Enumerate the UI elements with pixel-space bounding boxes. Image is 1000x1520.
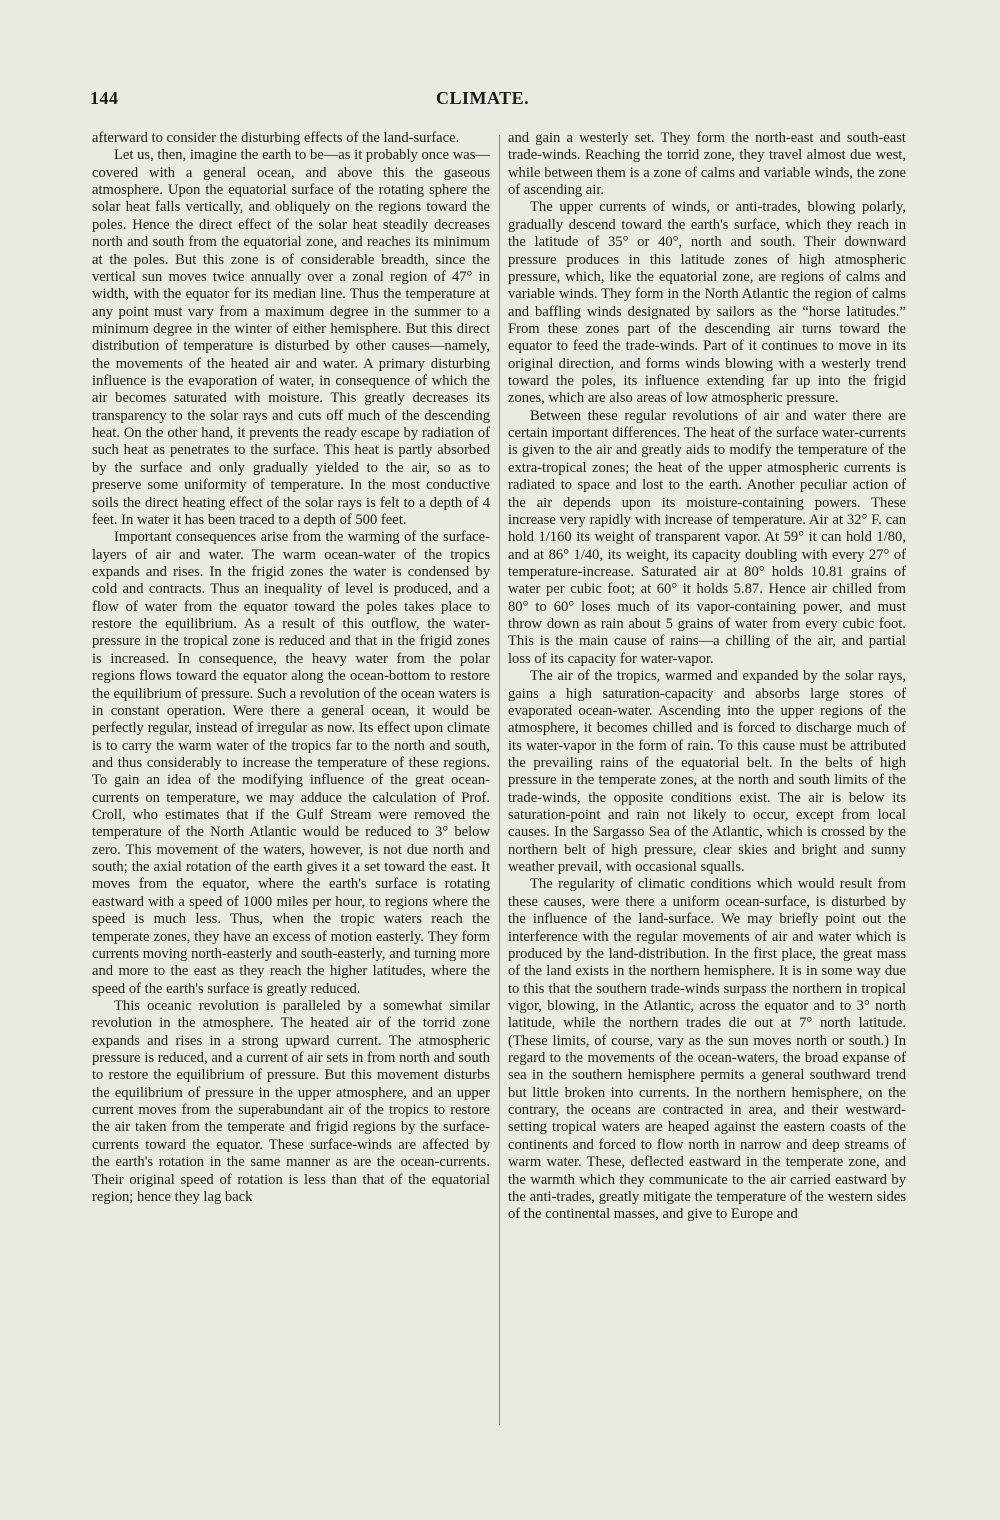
paragraph: The air of the tropics, warmed and expanded by the solar rays, gains a high saturation-capacity and absorbs large stores of evaporated ocean-water. Ascending into the upper regions of the atmosphere, it becomes chilled and is forced to discharge much of its water-vapor in the form of rain. To this cause must be attributed the prevailing rains of the equatorial belt. In the belts of high pressure in the temperate zones, at the north and south limits of the trade-winds, the opposite conditions exist. The air is below its saturation-point and rain not likely to occur, except from local causes. In the Sargasso Sea of the Atlantic, which is crossed by the northern belt of high pressure, clear skies and bright and sunny weather prevail, with occasional squalls.	[508, 668, 906, 876]
right-column	[508, 130, 906, 1224]
paragraph: This oceanic revolution is paralleled by a somewhat similar revolution in the atmosphere. The heated air of the torrid zone expands and rises in a strong upward current. The atmospheric pressure is reduced, and a current of air sets in from north and south to restore the equilibrium of pressure. But this movement disturbs the equilibrium of pressure in the upper atmosphere, and an upper current moves from the superabundant air of the tropics to restore the air taken from the temperate and frigid regions by the surface-currents toward the equator. These surface-winds are affected by the earth's rotation in the same manner as are the ocean-currents. Their original speed of rotation is less than that of the equatorial region; hence they lag back	[92, 997, 490, 1205]
paragraph: Let us, then, imagine the earth to be—as it probably once was—covered with a general ocean, and above this the gaseous atmosphere. Upon the equatorial surface of the rotating sphere the solar heat falls vertically, and obliquely on the regions toward the poles. Hence the direct effect of the solar heat steadily decreases north and south from the equatorial zone, and reaches its minimum at the poles. But this zone is of considerable breadth, since the vertical sun moves twice annually over a zonal region of 47° in width, with the equator for its median line. Thus the temperature at any point must vary from a maximum degree in the summer to a minimum degree in the winter of either hemisphere. But this direct distribution of temperature is disturbed by other causes—namely, the movements of the heated air and water. A primary disturbing influence is the evaporation of water, in consequence of which the air becomes saturated with moisture. This greatly decreases its transparency to the solar rays and cuts off much of the descending heat. On the other hand, it prevents the ready escape by radiation of such heat as penetrates to the surface. This heat is partly absorbed by the surface and only gradually yielded to the air, so as to preserve some uniformity of temperature. In the most conductive soils the direct heating effect of the solar rays is felt to a depth of 4 feet. In water it has been traced to a depth of 500 feet.	[92, 147, 490, 528]
column-divider	[499, 135, 500, 1425]
running-head: CLIMATE.	[436, 88, 530, 108]
paragraph: The regularity of climatic conditions which would result from these causes, were there a uniform ocean-surface, is disturbed by the influence of the land-surface. We may briefly point out the interference with the regular movements of air and water which is produced by the land-distribution. In the first place, the great mass of the land exists in the northern hemisphere. It is in some way due to this that the southern trade-winds surpass the northern in tropical vigor, blowing, in the Atlantic, across the equator and to 3° north latitude, while the northern trades die out at 7° north latitude. (These limits, of course, vary as the sun moves north or south.) In regard to the movements of the ocean-waters, the broad expanse of sea in the southern hemisphere permits a general southward trend but little broken into currents. In the northern hemisphere, on the contrary, the oceans are contracted in area, and their westward-setting tropical waters are heaped against the eastern coasts of the continents and forced to flow north in narrow and deep streams of warm water. These, deflected eastward in the temperate zone, and the warmth which they communicate to the air carried eastward by the anti-trades, greatly mitigate the temperature of the western sides of the continental masses, and give to Europe and	[508, 876, 906, 1223]
paragraph: Between these regular revolutions of air and water there are certain important differences. The heat of the surface water-currents is given to the air and greatly aids to modify the temperature of the extra-tropical zones; the heat of the upper atmospheric currents is radiated to space and lost to the earth. Another peculiar action of the air depends upon its moisture-containing powers. These increase very rapidly with increase of temperature. Air at 32° F. can hold 1/160 its weight of transparent vapor. At 59° it can hold 1/80, and at 86° 1/40, its weight, its capacity doubling with every 27° of temperature-increase. Saturated air at 80° holds 10.81 grains of water per cubic foot; at 60° it holds 5.87. Hence air chilled from 80° to 60° loses much of its vapor-containing power, and must throw down as rain about 5 grains of water from every cubic foot. This is the main cause of rains—a chilling of the air, and partial loss of its capacity for water-vapor.	[508, 407, 906, 667]
page-header	[90, 88, 910, 112]
paragraph: Important consequences arise from the warming of the surface-layers of air and water. The warm ocean-water of the tropics expands and rises. In the frigid zones the water is condensed by cold and contracts. Thus an inequality of level is produced, and a flow of water from the equator toward the poles takes place to restore the equilibrium. As a result of this outflow, the water-pressure in the tropical zone is reduced and that in the frigid zones is increased. In consequence, the heavy water from the polar regions flows toward the equator along the ocean-bottom to restore the equilibrium of pressure. Such a revolution of the ocean waters is in constant operation. Were there a general ocean, it would be perfectly regular, instead of irregular as now. Its effect upon climate is to carry the warm water of the tropics far to the north and south, and thus considerably to increase the temperature of these regions. To gain an idea of the modifying influence of the great ocean-currents on temperature, we may adduce the calculation of Prof. Croll, who estimates that if the Gulf Stream were removed the temperature of the North Atlantic would be reduced to 3° below zero. This movement of the waters, however, is not due north and south; the axial rotation of the earth gives it a set toward the east. It moves from the equator, where the earth's surface is rotating eastward with a speed of 1000 miles per hour, to regions where the speed is much less. Thus, when the tropic waters reach the temperate zones, they have an excess of motion easterly. They form currents moving north-easterly and south-easterly, and turning more and more to the east as they reach the higher latitudes, where the speed of the earth's surface is greatly reduced.	[92, 529, 490, 997]
left-column	[92, 130, 490, 1206]
paragraph: The upper currents of winds, or anti-trades, blowing polarly, gradually descend toward the earth's surface, which they reach in the latitude of 35° or 40°, north and south. Their downward pressure produces in this latitude zones of high atmospheric pressure, which, like the equatorial zone, are regions of calms and variable winds. They form in the North Atlantic the region of calms and baffling winds designated by sailors as the “horse latitudes.” From these zones part of the descending air turns toward the equator to feed the trade-winds. Part of it continues to move in its original direction, and forms winds blowing with a westerly trend toward the poles, its influence extending far up into the frigid zones, which are also areas of low atmospheric pressure.	[508, 199, 906, 407]
page-number: 144	[90, 88, 119, 108]
paragraph: afterward to consider the disturbing effects of the land-surface.	[92, 130, 460, 146]
paragraph: and gain a westerly set. They form the north-east and south-east trade-winds. Reaching the torrid zone, they travel almost due west, while between them is a zone of calms and variable winds, the zone of ascending air.	[508, 130, 906, 199]
